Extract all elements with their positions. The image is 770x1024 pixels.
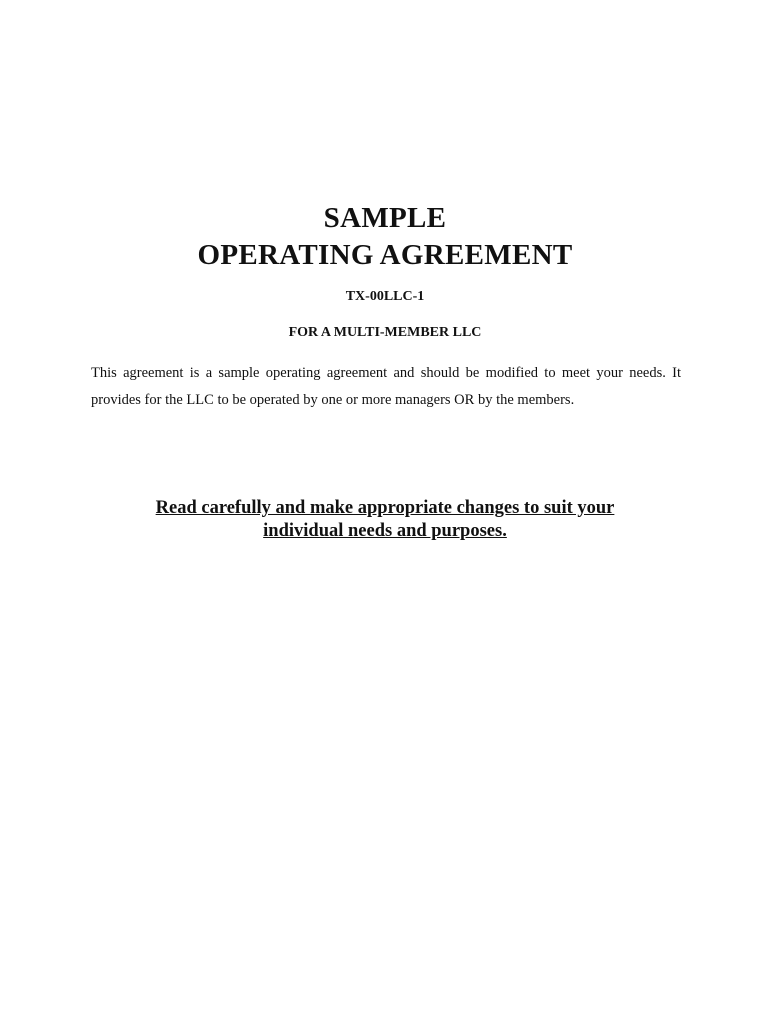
intro-line: This agreement is a sample operating agreement and should be modified to meet your needs. It xyxy=(91,365,681,381)
intro-paragraph xyxy=(91,360,681,414)
document-title-subline: OPERATING AGREEMENT xyxy=(197,239,573,271)
document-subtitle: FOR A MULTI-MEMBER LLC xyxy=(288,325,482,340)
notice-text: Read carefully and make appropriate changes to suit your xyxy=(155,498,615,518)
notice-text: individual needs and purposes. xyxy=(263,521,507,541)
form-code: TX-00LLC-1 xyxy=(345,289,425,304)
document-title: SAMPLE xyxy=(323,202,447,234)
intro-line: provides for the LLC to be operated by one or more managers OR by the members. xyxy=(91,392,575,408)
